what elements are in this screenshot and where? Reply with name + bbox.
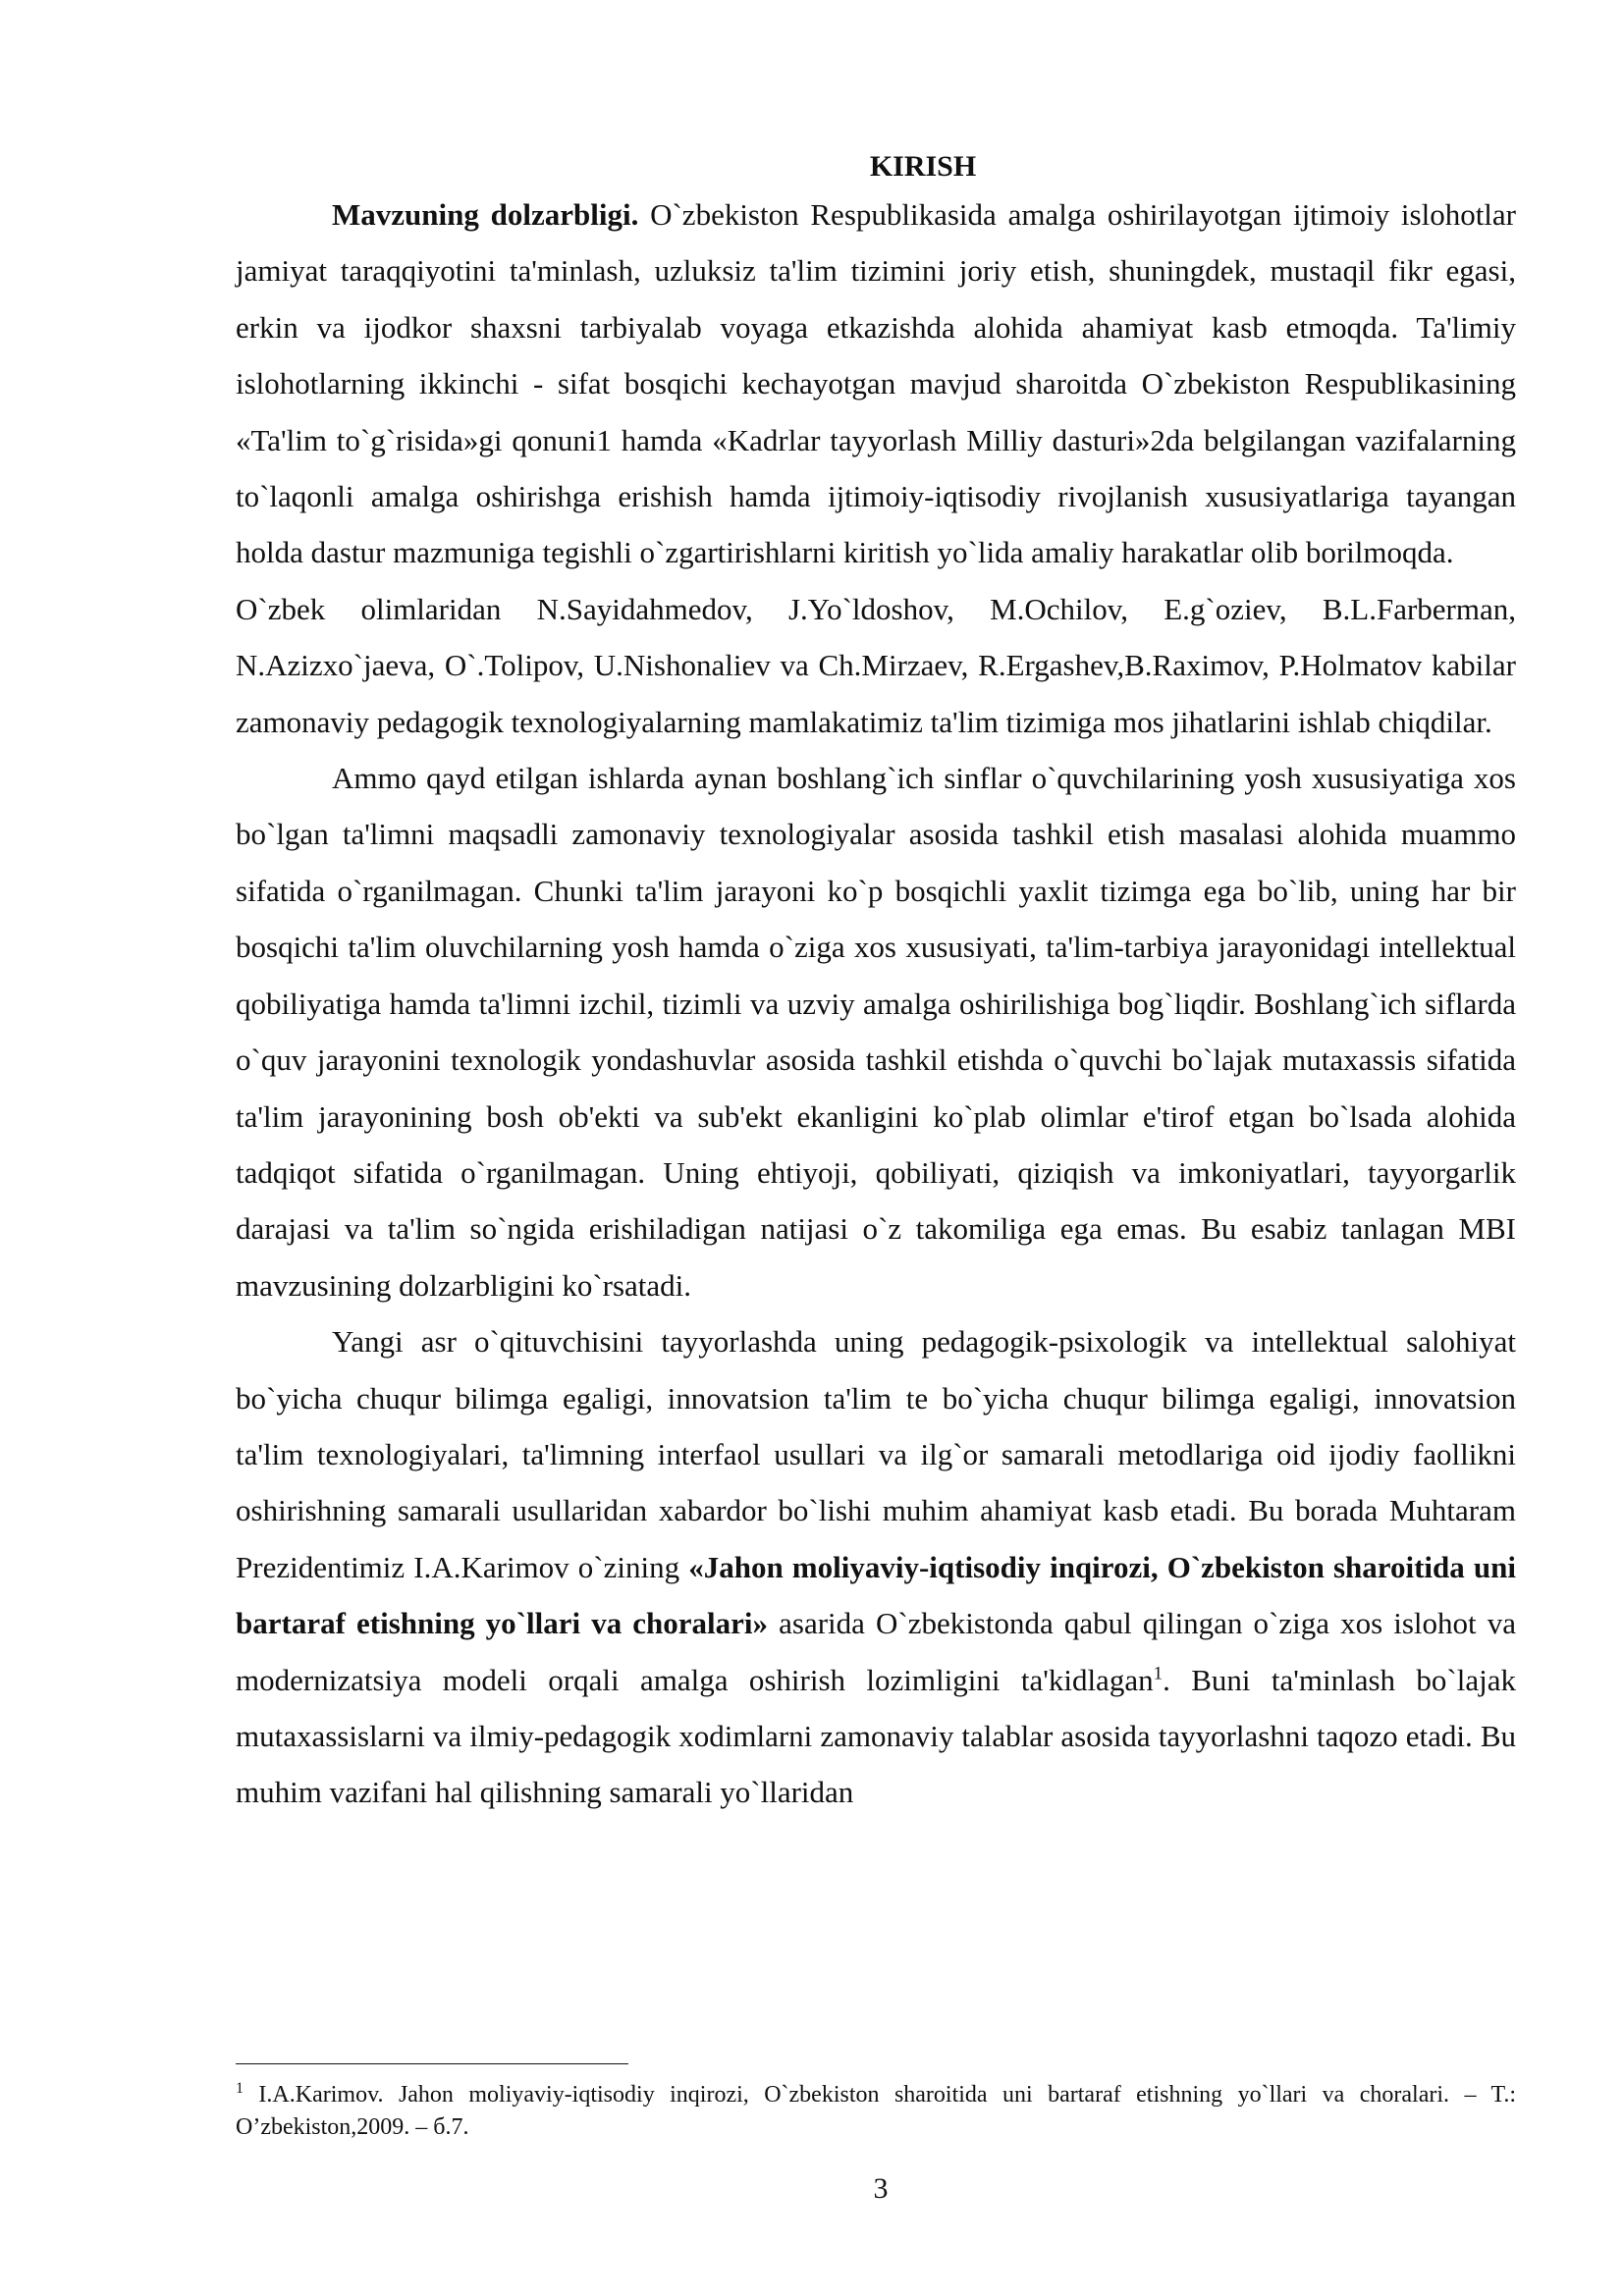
book-title: «Jahon moliyaviy-iqtisodiy inqirozi, O`zbekiston sharoitida uni bartaraf etishning yo`llari va choralari» <box>236 1549 1516 1641</box>
footnote <box>236 2079 1516 2144</box>
paragraph-text-b: asarida O`zbekistonda qabul qilingan o`ziga xos islohot va modernizatsiya modeli orqali amalga oshirish lozimligini ta'kidlagan <box>236 1606 1516 1697</box>
footnote-text: I.A.Karimov. Jahon moliyaviy-iqtisodiy inqirozi, O`zbekiston sharoitida uni bartaraf etishning yo`llari va choralari. – T.: O’zbekiston,2009. – б.7. <box>236 2082 1516 2140</box>
document-body <box>236 147 1516 1821</box>
footnote-divider <box>236 2063 628 2064</box>
paragraph-lead: Mavzuning dolzarbligi. <box>332 197 639 232</box>
paragraph-problem: Ammo qayd etilgan ishlarda aynan boshlang`ich sinflar o`quvchilarining yosh xususiyatiga xos bo`lgan ta'limni maqsadli zamonaviy texnologiyalar asosida tashkil etish masalasi alohida muammo sifatida o`rganilmagan. Chunki ta'lim jarayoni ko`p bosqichli yaxlit tizimga ega bo`lib, uning har bir bosqichi ta'lim oluvchilarning yosh hamda o`ziga xos xususiyati, ta'lim-tarbiya jarayonidagi intellektual qobiliyatiga hamda ta'limni izchil, tizimli va uzviy amalga oshirilishiga bog`liqdir. Boshlang`ich siflarda o`quv jarayonini texnologik yondashuvlar asosida tashkil etishda o`quvchi bo`lajak mutaxassis sifatida ta'lim jarayonining bosh ob'ekti va sub'ekt ekanligini ko`plab olimlar e'tirof etgan bo`lsada alohida tadqiqot sifatida o`rganilmagan. Uning ehtiyoji, qobiliyati, qiziqish va imkoniyatlari, tayyorgarlik darajasi va ta'lim so`ngida erishiladigan natijasi o`z takomiliga ega emas. Bu esabiz tanlagan MBI mavzusining dolzarbligini ko`rsatadi. <box>236 761 1516 1303</box>
paragraph-text-a: Yangi asr o`qituvchisini tayyorlashda uning pedagogik-psixologik va intellektual salohiyat bo`yicha chuqur bilimga egaligi, innovatsion ta'lim te bo`yicha chuqur bilimga egaligi, innovatsion ta'lim texnologiyalari, ta'limning interfaol usullari va ilg`or samarali metodlariga oid ijodiy faollikni oshirishning samarali usullaridan xabardor bo`lishi muhim ahamiyat kasb etadi. Bu borada Muhtaram Prezidentimiz I.A.Karimov o`zining <box>236 1324 1516 1584</box>
section-title: KIRISH <box>869 150 977 183</box>
paragraph-text: O`zbekiston Respublikasida amalga oshirilayotgan ijtimoiy islohotlar jamiyat taraqqiyotini ta'minlash, uzluksiz ta'lim tizimini joriy etish, shuningdek, mustaqil fikr egasi, erkin va ijodkor shaxsni tarbiyalab voyaga etkazishda alohida ahamiyat kasb etmoqda. Ta'limiy islohotlarning ikkinchi - sifat bosqichi kechayotgan mavjud sharoitda O`zbekiston Respublikasining «Ta'lim to`g`risida»gi qonuni1 hamda «Kadrlar tayyorlash Milliy dasturi»2da belgilangan vazifalarning to`laqonli amalga oshirishga erishish hamda ijtimoiy-iqtisodiy rivojlanish xususiyatlariga tayangan holda dastur mazmuniga tegishli o`zgartirishlarni kiritish yo`lida amaliy harakatlar olib borilmoqda. <box>236 197 1516 570</box>
footnote-marker: 1 <box>236 2080 244 2097</box>
page-number: 3 <box>873 2172 889 2205</box>
paragraph-teacher-training <box>236 1313 1516 1821</box>
footnote-reference: 1 <box>1153 1663 1164 1684</box>
paragraph-relevance <box>236 187 1516 581</box>
paragraph-scholars: O`zbek olimlaridan N.Sayidahmedov, J.Yo`ldoshov, M.Ochilov, E.g`oziev, B.L.Farberman, N.Azizxo`jaeva, O`.Tolipov, U.Nishonaliev va Ch.Mirzaev, R.Ergashev,B.Raximov, P.Holmatov kabilar zamonaviy pedagogik texnologiyalarning mamlakatimiz ta'lim tizimiga mos jihatlarini ishlab chiqdilar. <box>236 591 1516 739</box>
paragraph-text-c: . Buni ta'minlash bo`lajak mutaxassislarni va ilmiy-pedagogik xodimlarni zamonaviy talablar asosida tayyorlashni taqozo etadi. Bu muhim vazifani hal qilishning samarali yo`llaridan <box>236 1662 1516 1810</box>
